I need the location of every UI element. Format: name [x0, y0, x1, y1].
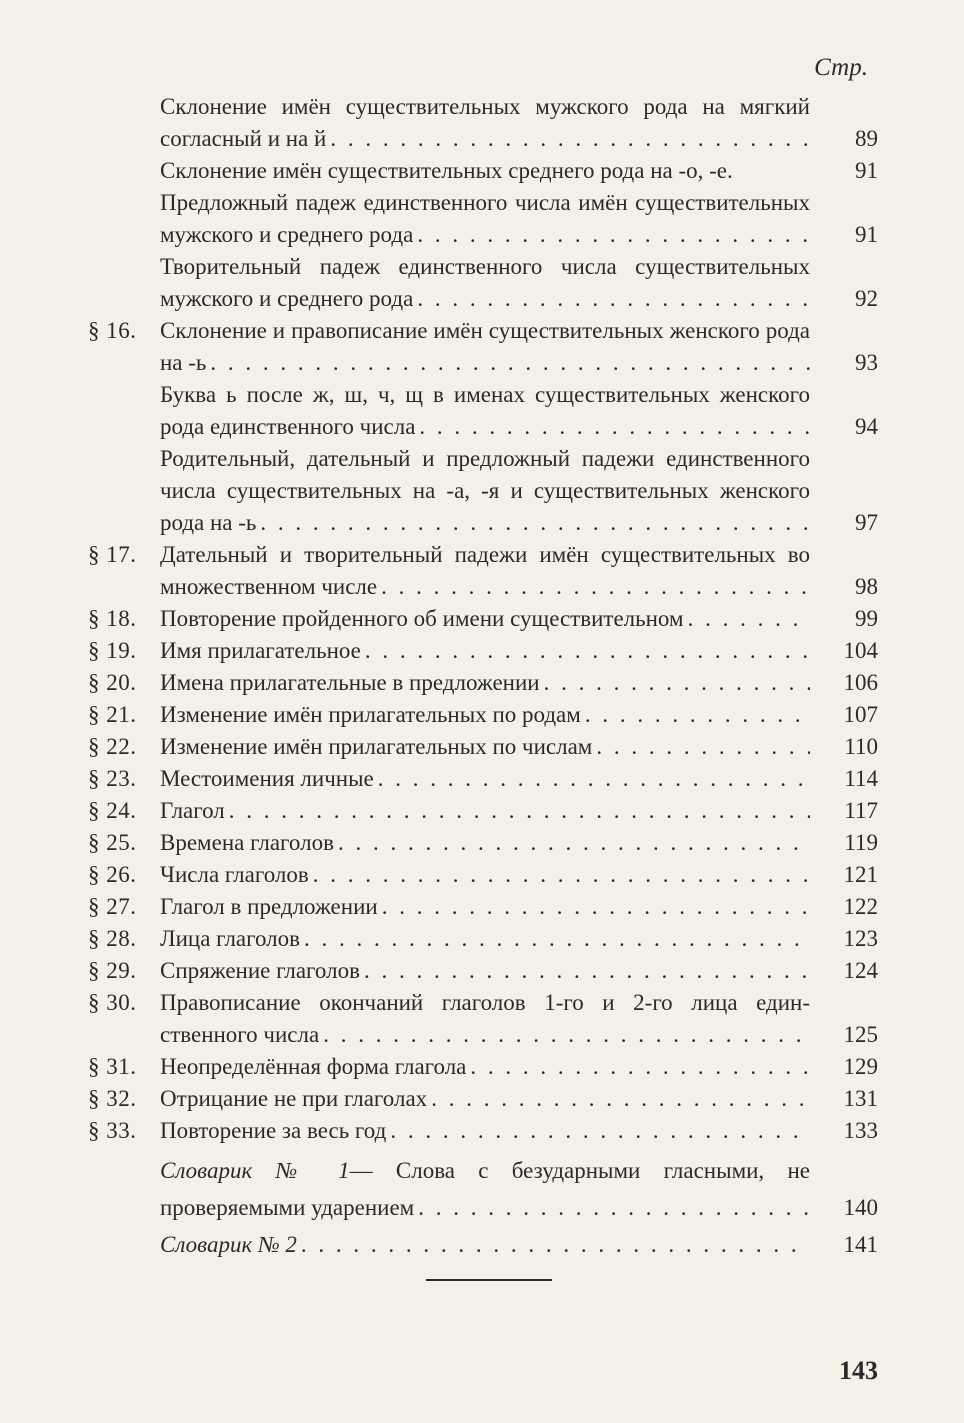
toc-entry: [88, 955, 878, 987]
toc-entry: [88, 251, 878, 315]
toc-entry: [88, 635, 878, 667]
dictionary-entry-title[interactable]: [160, 1226, 810, 1263]
toc-entry-title[interactable]: Повторение пройденного об имени существительном . . .: [160, 603, 810, 635]
toc-entry-page: 107: [843, 702, 878, 727]
toc-entry: [88, 379, 878, 443]
toc-entry-title[interactable]: Лица глаголов . . .: [160, 923, 810, 955]
toc-entry-number: § 22.: [88, 734, 137, 759]
dictionary-entry: [88, 1226, 878, 1263]
toc-entry-page: 133: [843, 1118, 878, 1143]
toc-entry-title[interactable]: Изменение имён прилагательных по родам . . .: [160, 699, 810, 731]
dictionary-entry-page: 141: [843, 1232, 878, 1257]
toc-entry-number: § 24.: [88, 798, 137, 823]
toc-entry-page: 125: [843, 1022, 878, 1047]
toc-entry-number: § 30.: [88, 990, 137, 1015]
toc-entry-page: 122: [843, 894, 878, 919]
toc-entry-page: 119: [844, 830, 878, 855]
dictionary-entry: [88, 1152, 878, 1226]
table-of-contents: [88, 91, 878, 1263]
dictionary-label: Словарик № 1: [160, 1158, 350, 1183]
toc-entry: [88, 1115, 878, 1147]
toc-entry: [88, 699, 878, 731]
toc-entry-number: § 33.: [88, 1118, 137, 1143]
toc-entry-page: 106: [843, 670, 878, 695]
toc-entry-title[interactable]: Родительный, дательный и предложный падежи единственного числа существительных на -а, -я и существительных женского рода на -ь . . .: [160, 443, 810, 539]
toc-entry: [88, 987, 878, 1051]
toc-entry-title[interactable]: Творительный падеж единственного числа существительных мужского и среднего рода . . .: [160, 251, 810, 315]
toc-entry-number: § 20.: [88, 670, 137, 695]
toc-entry-number: § 28.: [88, 926, 137, 951]
toc-entry-title[interactable]: Склонение имён существительных среднего рода на -о, -е.: [160, 158, 733, 183]
toc-entry-number: § 29.: [88, 958, 137, 983]
toc-entry-number: § 26.: [88, 862, 137, 887]
toc-entry-title[interactable]: Склонение и правописание имён существительных женского рода на -ь . . .: [160, 315, 810, 379]
toc-entry: [88, 795, 878, 827]
toc-entry-title[interactable]: Спряжение глаголов . . .: [160, 955, 810, 987]
toc-entry-page: 97: [855, 510, 878, 535]
toc-entry: [88, 827, 878, 859]
toc-entry-page: 131: [843, 1086, 878, 1111]
closing-rule: [426, 1279, 552, 1281]
page-number: 143: [839, 1356, 878, 1385]
toc-entry: [88, 859, 878, 891]
toc-entry-page: 91: [855, 222, 878, 247]
toc-entry-title[interactable]: Буква ь после ж, ш, ч, щ в именах существительных женского рода единственного числа . . .: [160, 379, 810, 443]
toc-entry-page: 123: [843, 926, 878, 951]
toc-entry: [88, 763, 878, 795]
toc-entry-page: 92: [855, 286, 878, 311]
toc-entry-number: § 31.: [88, 1054, 137, 1079]
toc-entry-page: 129: [843, 1054, 878, 1079]
toc-entry-number: § 32.: [88, 1086, 137, 1111]
toc-entry: [88, 443, 878, 539]
toc-entry-number: § 25.: [88, 830, 137, 855]
toc-entry: [88, 923, 878, 955]
toc-entry-title[interactable]: Повторение за весь год . . .: [160, 1115, 810, 1147]
toc-entry-page: 89: [855, 126, 878, 151]
toc-entry-page: 124: [843, 958, 878, 983]
toc-entry-page: 114: [844, 766, 878, 791]
toc-entry-title[interactable]: Отрицание не при глаголах . . .: [160, 1083, 810, 1115]
toc-entry: [88, 1083, 878, 1115]
toc-entry-number: § 16.: [88, 318, 137, 343]
toc-entry-number: § 21.: [88, 702, 137, 727]
toc-entry-title[interactable]: Имя прилагательное . . .: [160, 635, 810, 667]
toc-entry-title[interactable]: Предложный падеж единственного числа имён существительных мужского и среднего рода . . .: [160, 187, 810, 251]
toc-entry-page: 91: [855, 158, 878, 183]
toc-entry-page: 110: [844, 734, 878, 759]
toc-entry-number: § 17.: [88, 542, 137, 567]
toc-entry: [88, 891, 878, 923]
toc-entry-page: 104: [843, 638, 878, 663]
toc-entry-page: 99: [855, 606, 878, 631]
toc-entry-page: 93: [855, 350, 878, 375]
toc-entry: [88, 539, 878, 603]
toc-entry-number: § 23.: [88, 766, 137, 791]
toc-entry-title[interactable]: Глагол . . .: [160, 795, 810, 827]
toc-entry-page: 117: [844, 798, 878, 823]
toc-entry-title[interactable]: Времена глаголов . . .: [160, 827, 810, 859]
toc-entry-title[interactable]: Дательный и творительный падежи имён существительных во множественном числе . . .: [160, 539, 810, 603]
page-column-label: Стр.: [814, 54, 868, 81]
toc-entry-title[interactable]: Имена прилагательные в предложении . . .: [160, 667, 810, 699]
toc-entry: [88, 731, 878, 763]
toc-entry-page: 94: [855, 414, 878, 439]
toc-entry-number: § 18.: [88, 606, 137, 631]
toc-entry-title[interactable]: Склонение имён существительных мужского рода на мягкий согласный и на й . . .: [160, 91, 810, 155]
dictionary-label: Словарик № 2: [160, 1232, 297, 1257]
toc-entry-title[interactable]: Местоимения личные . . .: [160, 763, 810, 795]
toc-entry: [88, 1051, 878, 1083]
toc-entry-title[interactable]: Числа глаголов . . .: [160, 859, 810, 891]
toc-entry-number: § 27.: [88, 894, 137, 919]
toc-entry: [88, 91, 878, 155]
toc-entry: [88, 603, 878, 635]
toc-entry-title[interactable]: Неопределённая форма глагола . . .: [160, 1051, 810, 1083]
toc-entry: [88, 667, 878, 699]
toc-entry-number: § 19.: [88, 638, 137, 663]
toc-entry-title[interactable]: Правописание окончаний глаголов 1-го и 2-го лица единственного числа . . .: [160, 987, 810, 1051]
toc-entry-title[interactable]: Глагол в предложении . . .: [160, 891, 810, 923]
toc-entry-page: 121: [843, 862, 878, 887]
dictionary-entry-title[interactable]: Словарик № 1— Слова с безударными гласными, не проверяемыми ударением . . .: [160, 1152, 810, 1226]
toc-entry-title[interactable]: Изменение имён прилагательных по числам . . .: [160, 731, 810, 763]
toc-entry-page: 98: [855, 574, 878, 599]
toc-entry: [88, 155, 878, 187]
toc-entry: [88, 315, 878, 379]
toc-entry: [88, 187, 878, 251]
dictionary-entry-page: 140: [843, 1195, 878, 1220]
